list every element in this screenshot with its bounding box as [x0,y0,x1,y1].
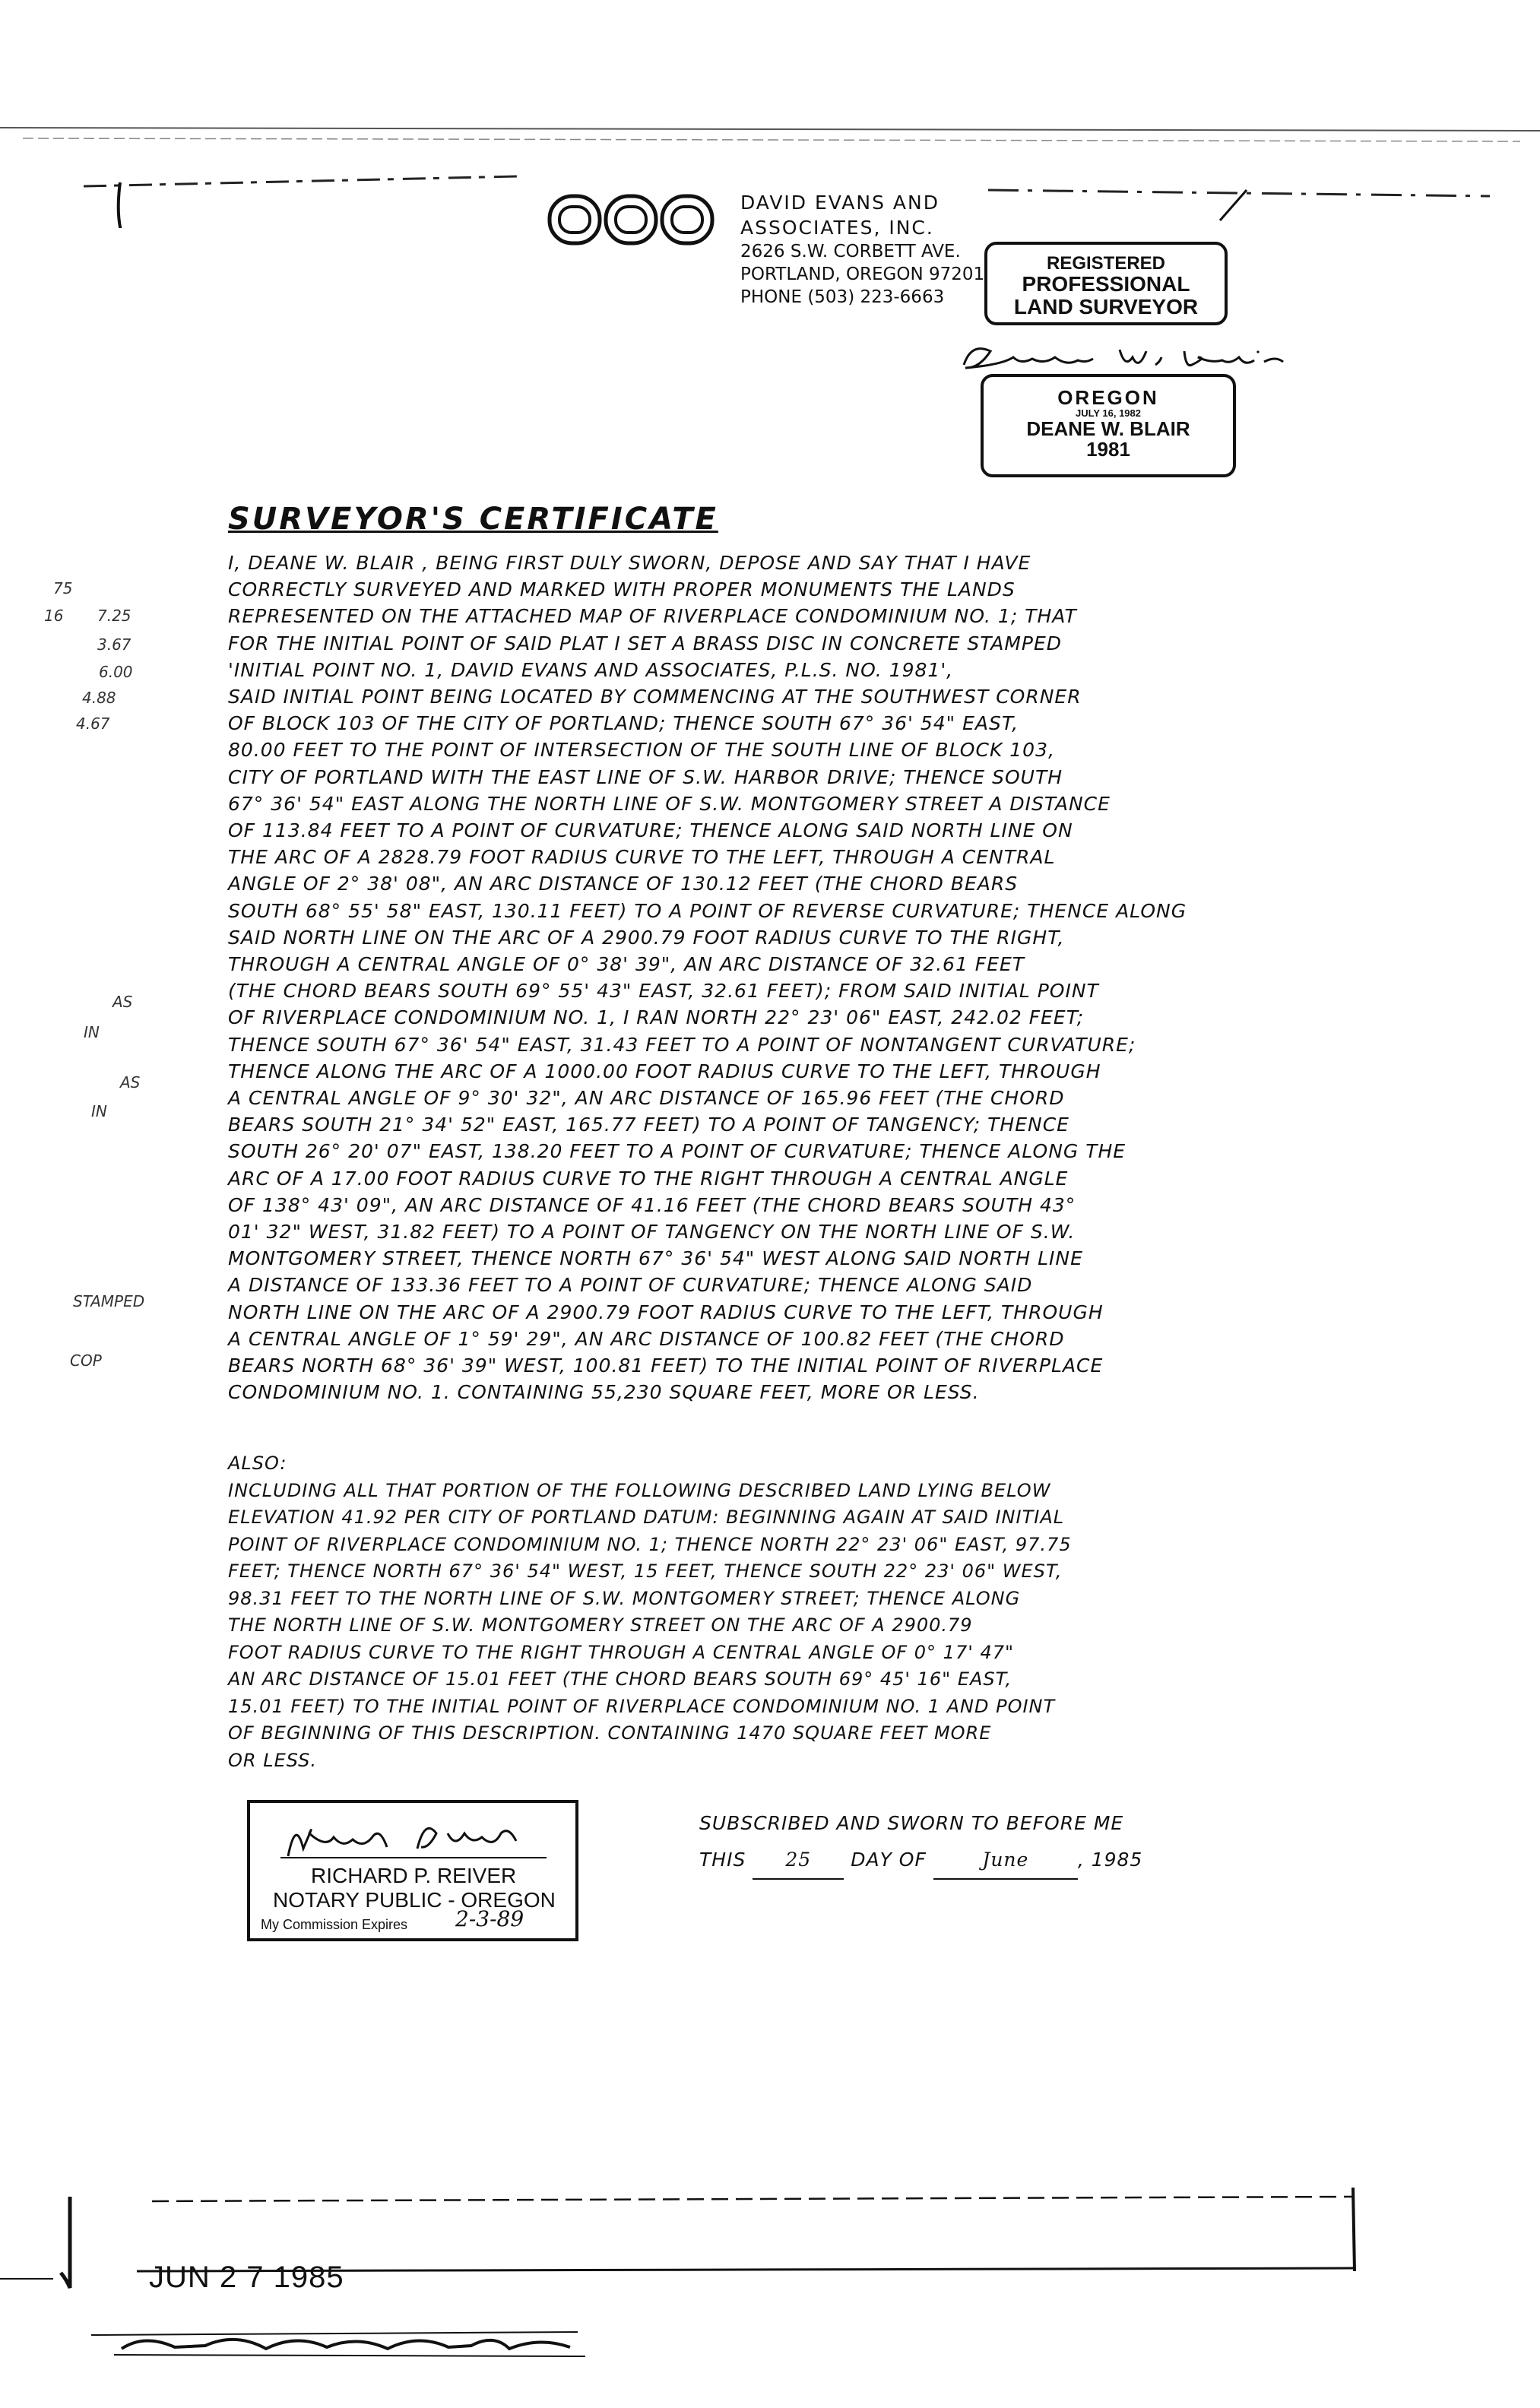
body-line: A DISTANCE OF 133.36 FEET TO A POINT OF CURVATURE; THENCE ALONG SAID [228,1274,1033,1297]
margin-mark: IN [91,1102,107,1120]
firm-header [740,190,985,309]
notary-title: NOTARY PUBLIC - OREGON [273,1888,556,1912]
also-line: FEET; THENCE NORTH 67° 36' 54" WEST, 15 FEET, THENCE SOUTH 22° 23' 06" WEST, [228,1560,1063,1582]
body-line: OF BLOCK 103 OF THE CITY OF PORTLAND; THENCE SOUTH 67° 36' 54" EAST, [228,712,1019,735]
firm-name-line2: ASSOCIATES, INC. [740,217,934,239]
margin-mark: 3.67 [97,635,132,654]
body-line: ARC OF A 17.00 FOOT RADIUS CURVE TO THE RIGHT THROUGH A CENTRAL ANGLE [228,1167,1069,1190]
commission-expires-label: My Commission Expires [261,1917,408,1932]
margin-mark: 4.67 [76,714,110,733]
subscribed-line: SUBSCRIBED AND SWORN TO BEFORE ME [699,1812,1124,1834]
notary-stamp [247,1800,578,1941]
body-line: BEARS SOUTH 21° 34' 52" EAST, 165.77 FEET) TO A POINT OF TANGENCY; THENCE [228,1114,1069,1136]
received-date-stamp: JUN 2 7 1985 [149,2261,344,2294]
body-line: A CENTRAL ANGLE OF 9° 30' 32", AN ARC DISTANCE OF 165.96 FEET (THE CHORD [228,1087,1065,1110]
body-line: 67° 36' 54" EAST ALONG THE NORTH LINE OF S.W. MONTGOMERY STREET A DISTANCE [228,792,1111,815]
firm-address1: 2626 S.W. CORBETT AVE. [740,242,961,261]
notary-signature [273,1803,562,1864]
firm-name-line1: DAVID EVANS AND [740,192,940,214]
stamp-professional: PROFESSIONAL [1022,272,1190,296]
body-line: THENCE ALONG THE ARC OF A 1000.00 FOOT RADIUS CURVE TO THE LEFT, THROUGH [228,1060,1101,1082]
year-value: , 1985 [1077,1849,1143,1871]
body-line: CITY OF PORTLAND WITH THE EAST LINE OF S.W. HARBOR DRIVE; THENCE SOUTH [228,765,1063,788]
certificate-body [228,550,1187,1406]
margin-mark: STAMPED [73,1292,145,1310]
body-line: FOR THE INITIAL POINT OF SAID PLAT I SET A BRASS DISC IN CONCRETE STAMPED [228,632,1063,654]
stamp-oregon: OREGON [1057,386,1159,409]
stamp-land-surveyor: LAND SURVEYOR [1013,294,1199,318]
margin-mark: AS [112,993,133,1011]
also-line: AN ARC DISTANCE OF 15.01 FEET (THE CHORD BEARS SOUTH 69° 45' 16" EAST, [228,1668,1012,1690]
stamp-surveyor-name: DEANE W. BLAIR [1026,417,1190,440]
body-line: SAID NORTH LINE ON THE ARC OF A 2900.79 FOOT RADIUS CURVE TO THE RIGHT, [228,926,1065,949]
body-line: SOUTH 68° 55' 58" EAST, 130.11 FEET) TO A POINT OF REVERSE CURVATURE; THENCE ALONG [228,899,1187,922]
also-line: ALSO: [228,1453,287,1474]
body-line: CONDOMINIUM NO. 1. CONTAINING 55,230 SQUARE FEET, MORE OR LESS. [228,1381,980,1404]
also-section [228,1450,1072,1774]
also-line: ELEVATION 41.92 PER CITY OF PORTLAND DATUM: BEGINNING AGAIN AT SAID INITIAL [228,1507,1065,1528]
firm-logo [547,189,715,251]
body-line: 01' 32" WEST, 31.82 FEET) TO A POINT OF TANGENCY ON THE NORTH LINE OF S.W. [228,1221,1076,1244]
document-title: SURVEYOR'S CERTIFICATE [228,502,718,537]
body-line: OF RIVERPLACE CONDOMINIUM NO. 1, I RAN NORTH 22° 23' 06" EAST, 242.02 FEET; [228,1006,1085,1029]
body-line: OF 113.84 FEET TO A POINT OF CURVATURE; THENCE ALONG SAID NORTH LINE ON [228,819,1073,842]
margin-mark: 7.25 [97,607,132,625]
also-line: FOOT RADIUS CURVE TO THE RIGHT THROUGH A CENTRAL ANGLE OF 0° 17' 47" [228,1641,1015,1663]
registered-surveyor-stamp [984,242,1228,325]
commission-expires-value: 2-3-89 [455,1906,524,1931]
margin-mark: AS [120,1073,141,1092]
month-value: June [933,1842,1078,1880]
body-line: REPRESENTED ON THE ATTACHED MAP OF RIVERPLACE CONDOMINIUM NO. 1; THAT [228,605,1077,628]
margin-mark: 4.88 [82,689,116,707]
body-line: CORRECTLY SURVEYED AND MARKED WITH PROPER MONUMENTS THE LANDS [228,578,1016,601]
firm-phone: PHONE (503) 223-6663 [740,287,945,307]
also-line: THE NORTH LINE OF S.W. MONTGOMERY STREET ON THE ARC OF A 2900.79 [228,1614,973,1636]
day-value: 25 [753,1842,844,1880]
day-of-label: DAY OF [851,1849,927,1871]
body-line: 80.00 FEET TO THE POINT OF INTERSECTION OF THE SOUTH LINE OF BLOCK 103, [228,739,1055,762]
body-line: 'INITIAL POINT NO. 1, DAVID EVANS AND ASSOCIATES, P.L.S. NO. 1981', [228,658,954,681]
also-line: OF BEGINNING OF THIS DESCRIPTION. CONTAINING 1470 SQUARE FEET MORE [228,1722,992,1744]
stamp-license-number: 1981 [1086,438,1130,461]
margin-mark: 16 [44,607,64,625]
body-line: THE ARC OF A 2828.79 FOOT RADIUS CURVE TO THE LEFT, THROUGH A CENTRAL [228,846,1056,869]
body-line: SAID INITIAL POINT BEING LOCATED BY COMMENCING AT THE SOUTHWEST CORNER [228,686,1082,708]
notary-name: RICHARD P. REIVER [311,1864,517,1887]
stamp-date: JULY 16, 1982 [1075,407,1142,420]
also-line: INCLUDING ALL THAT PORTION OF THE FOLLOWING DESCRIBED LAND LYING BELOW [228,1479,1051,1501]
margin-mark: 6.00 [99,663,133,681]
body-line: A CENTRAL ANGLE OF 1° 59' 29", AN ARC DISTANCE OF 100.82 FEET (THE CHORD [228,1327,1065,1350]
illegible-bottom-mark [114,2318,600,2364]
also-line: OR LESS. [228,1749,317,1771]
oregon-license-stamp [981,374,1236,477]
body-line: THROUGH A CENTRAL ANGLE OF 0° 38' 39", AN ARC DISTANCE OF 32.61 FEET [228,953,1025,976]
margin-mark: IN [84,1023,100,1041]
also-line: 98.31 FEET TO THE NORTH LINE OF S.W. MONTGOMERY STREET; THENCE ALONG [228,1587,1021,1609]
this-label: THIS [699,1849,746,1871]
body-line: SOUTH 26° 20' 07" EAST, 138.20 FEET TO A POINT OF CURVATURE; THENCE ALONG THE [228,1140,1126,1163]
also-line: 15.01 FEET) TO THE INITIAL POINT OF RIVERPLACE CONDOMINIUM NO. 1 AND POINT [228,1695,1056,1717]
body-line: BEARS NORTH 68° 36' 39" WEST, 100.81 FEET) TO THE INITIAL POINT OF RIVERPLACE [228,1354,1104,1377]
body-line: (THE CHORD BEARS SOUTH 69° 55' 43" EAST, 32.61 FEET); FROM SAID INITIAL POINT [228,980,1099,1003]
surveyor-signature [956,334,1306,380]
body-line: THENCE SOUTH 67° 36' 54" EAST, 31.43 FEET TO A POINT OF NONTANGENT CURVATURE; [228,1033,1136,1056]
stamp-registered: REGISTERED [1046,253,1166,274]
firm-address2: PORTLAND, OREGON 97201 [740,265,985,284]
margin-mark: 75 [53,579,73,597]
body-line: NORTH LINE ON THE ARC OF A 2900.79 FOOT RADIUS CURVE TO THE LEFT, THROUGH [228,1301,1104,1323]
body-line: I, DEANE W. BLAIR , BEING FIRST DULY SWORN, DEPOSE AND SAY THAT I HAVE [228,552,1031,574]
margin-mark: COP [70,1351,102,1370]
also-line: POINT OF RIVERPLACE CONDOMINIUM NO. 1; THENCE NORTH 22° 23' 06" EAST, 97.75 [228,1533,1072,1555]
body-line: ANGLE OF 2° 38' 08", AN ARC DISTANCE OF 130.12 FEET (THE CHORD BEARS [228,873,1019,895]
subscribed-sworn-block [699,1805,1142,1880]
body-line: MONTGOMERY STREET, THENCE NORTH 67° 36' 54" WEST ALONG SAID NORTH LINE [228,1247,1083,1270]
body-line: OF 138° 43' 09", AN ARC DISTANCE OF 41.16 FEET (THE CHORD BEARS SOUTH 43° [228,1193,1076,1216]
